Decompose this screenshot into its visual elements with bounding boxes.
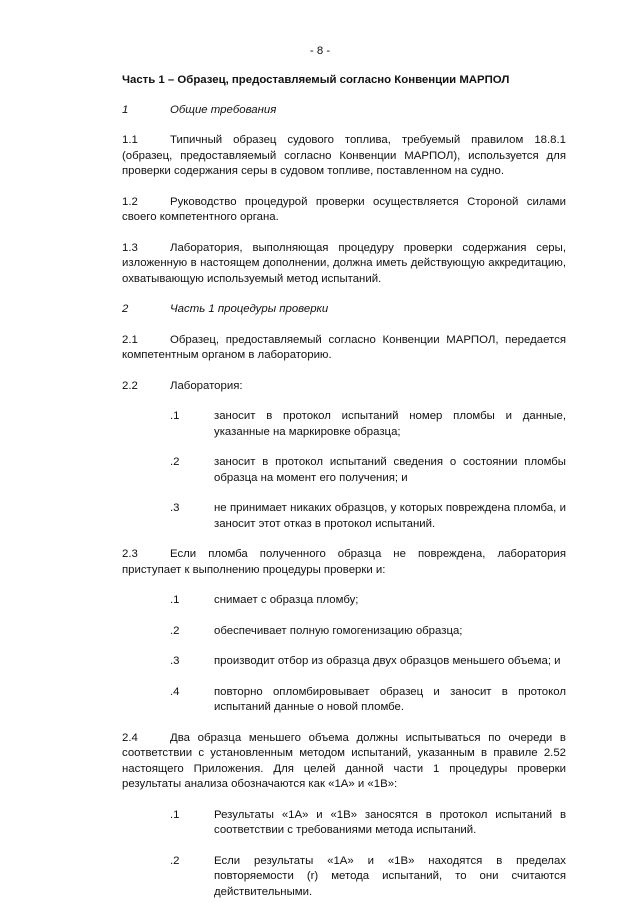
item-number: 2.2 (122, 379, 138, 392)
item-number: 1.3 (122, 241, 138, 254)
section-heading (122, 103, 566, 119)
item-text: снимает с образца пломбу; (214, 594, 359, 606)
sub-item (122, 409, 566, 440)
item-number: 1.1 (122, 134, 138, 146)
item-number: .3 (170, 655, 180, 667)
item-number: .1 (170, 594, 180, 606)
item-number: 2.3 (122, 548, 138, 560)
paragraph (122, 241, 566, 288)
item-text: Если результаты «1А» и «1В» находятся в пределах повторяемости (r) метода испытаний, то они считаются действительными. (214, 854, 566, 898)
item-number: .2 (170, 854, 180, 867)
item-text: Руководство процедурой проверки осуществляется Стороной силами своего компетентного органа. (122, 195, 566, 223)
item-text: Лаборатория: (170, 379, 243, 392)
item-number: .2 (170, 624, 180, 637)
item-text: заносит в протокол испытаний сведения о состоянии пломбы образца на момент его получения; и (214, 456, 566, 484)
item-text: обеспечивает полную гомогенизацию образца; (214, 624, 463, 637)
part-title: Часть 1 – Образец, предоставляемый согласно Конвенции МАРПОЛ (122, 74, 510, 86)
item-number: 2.1 (122, 333, 138, 346)
section-heading (122, 302, 566, 318)
sub-item (122, 501, 566, 532)
item-number: .3 (170, 502, 180, 514)
item-text: производит отбор из образца двух образцов меньшего объема; и (214, 655, 561, 667)
sub-item (122, 654, 566, 670)
item-text: Лаборатория, выполняющая процедуру проверки содержания серы, изложенную в настоящем дополнении, должна иметь действующую аккредитацию, охватывающую используемый метод испытаний. (122, 241, 566, 285)
item-number: .2 (170, 456, 180, 468)
item-number: .1 (170, 808, 180, 821)
item-text: заносит в протокол испытаний номер пломбы и данные, указанные на маркировке образца; (214, 410, 566, 438)
item-number: .1 (170, 410, 180, 422)
item-text: Типичный образец судового топлива, требуемый правилом 18.8.1 (образец, предоставляемый согласно Конвенции МАРПОЛ), используется для проверки содержания серы в судовом топливе, поставленном на судно. (122, 134, 566, 177)
sub-item (122, 685, 566, 716)
sub-item (122, 593, 566, 609)
item-text: Два образца меньшего объема должны испытываться по очереди в соответствии с установленным методом испытаний, указанным в правиле 2.52 настоящего Приложения. Для целей данной части 1 процедуры проверки результаты анализа обозначаются как «1А» и «1В»: (122, 731, 566, 790)
item-text: Общие требования (170, 103, 277, 116)
document-blocks (122, 103, 566, 901)
item-number: .4 (170, 685, 180, 698)
paragraph (122, 731, 566, 793)
sub-item (122, 624, 566, 640)
paragraph (122, 195, 566, 226)
item-text: повторно опломбировывает образец и заносит в протокол испытаний данные о новой пломбе. (214, 685, 566, 713)
item-number: 2 (122, 303, 129, 315)
item-text: Образец, предоставляемый согласно Конвенции МАРПОЛ, передается компетентным органом в лабораторию. (122, 333, 566, 361)
paragraph (122, 333, 566, 364)
sub-item (122, 808, 566, 839)
sub-item (122, 455, 566, 486)
item-text: Результаты «1А» и «1В» заносятся в протокол испытаний в соответствии с требованиями метода испытаний. (214, 808, 566, 836)
document-body (122, 73, 566, 915)
item-number: 2.4 (122, 731, 138, 744)
item-number: 1.2 (122, 195, 138, 208)
item-text: Если пломба полученного образца не повреждена, лаборатория приступает к выполнению процедуры проверки и: (122, 548, 566, 576)
item-text: Часть 1 процедуры проверки (170, 303, 329, 315)
paragraph (122, 379, 566, 395)
paragraph (122, 133, 566, 180)
item-text: не принимает никаких образцов, у которых повреждена пломба, и заносит этот отказ в протокол испытаний. (214, 502, 566, 530)
item-number: 1 (122, 103, 129, 116)
page-number: - 8 - (309, 45, 331, 57)
sub-item (122, 854, 566, 901)
paragraph (122, 547, 566, 578)
